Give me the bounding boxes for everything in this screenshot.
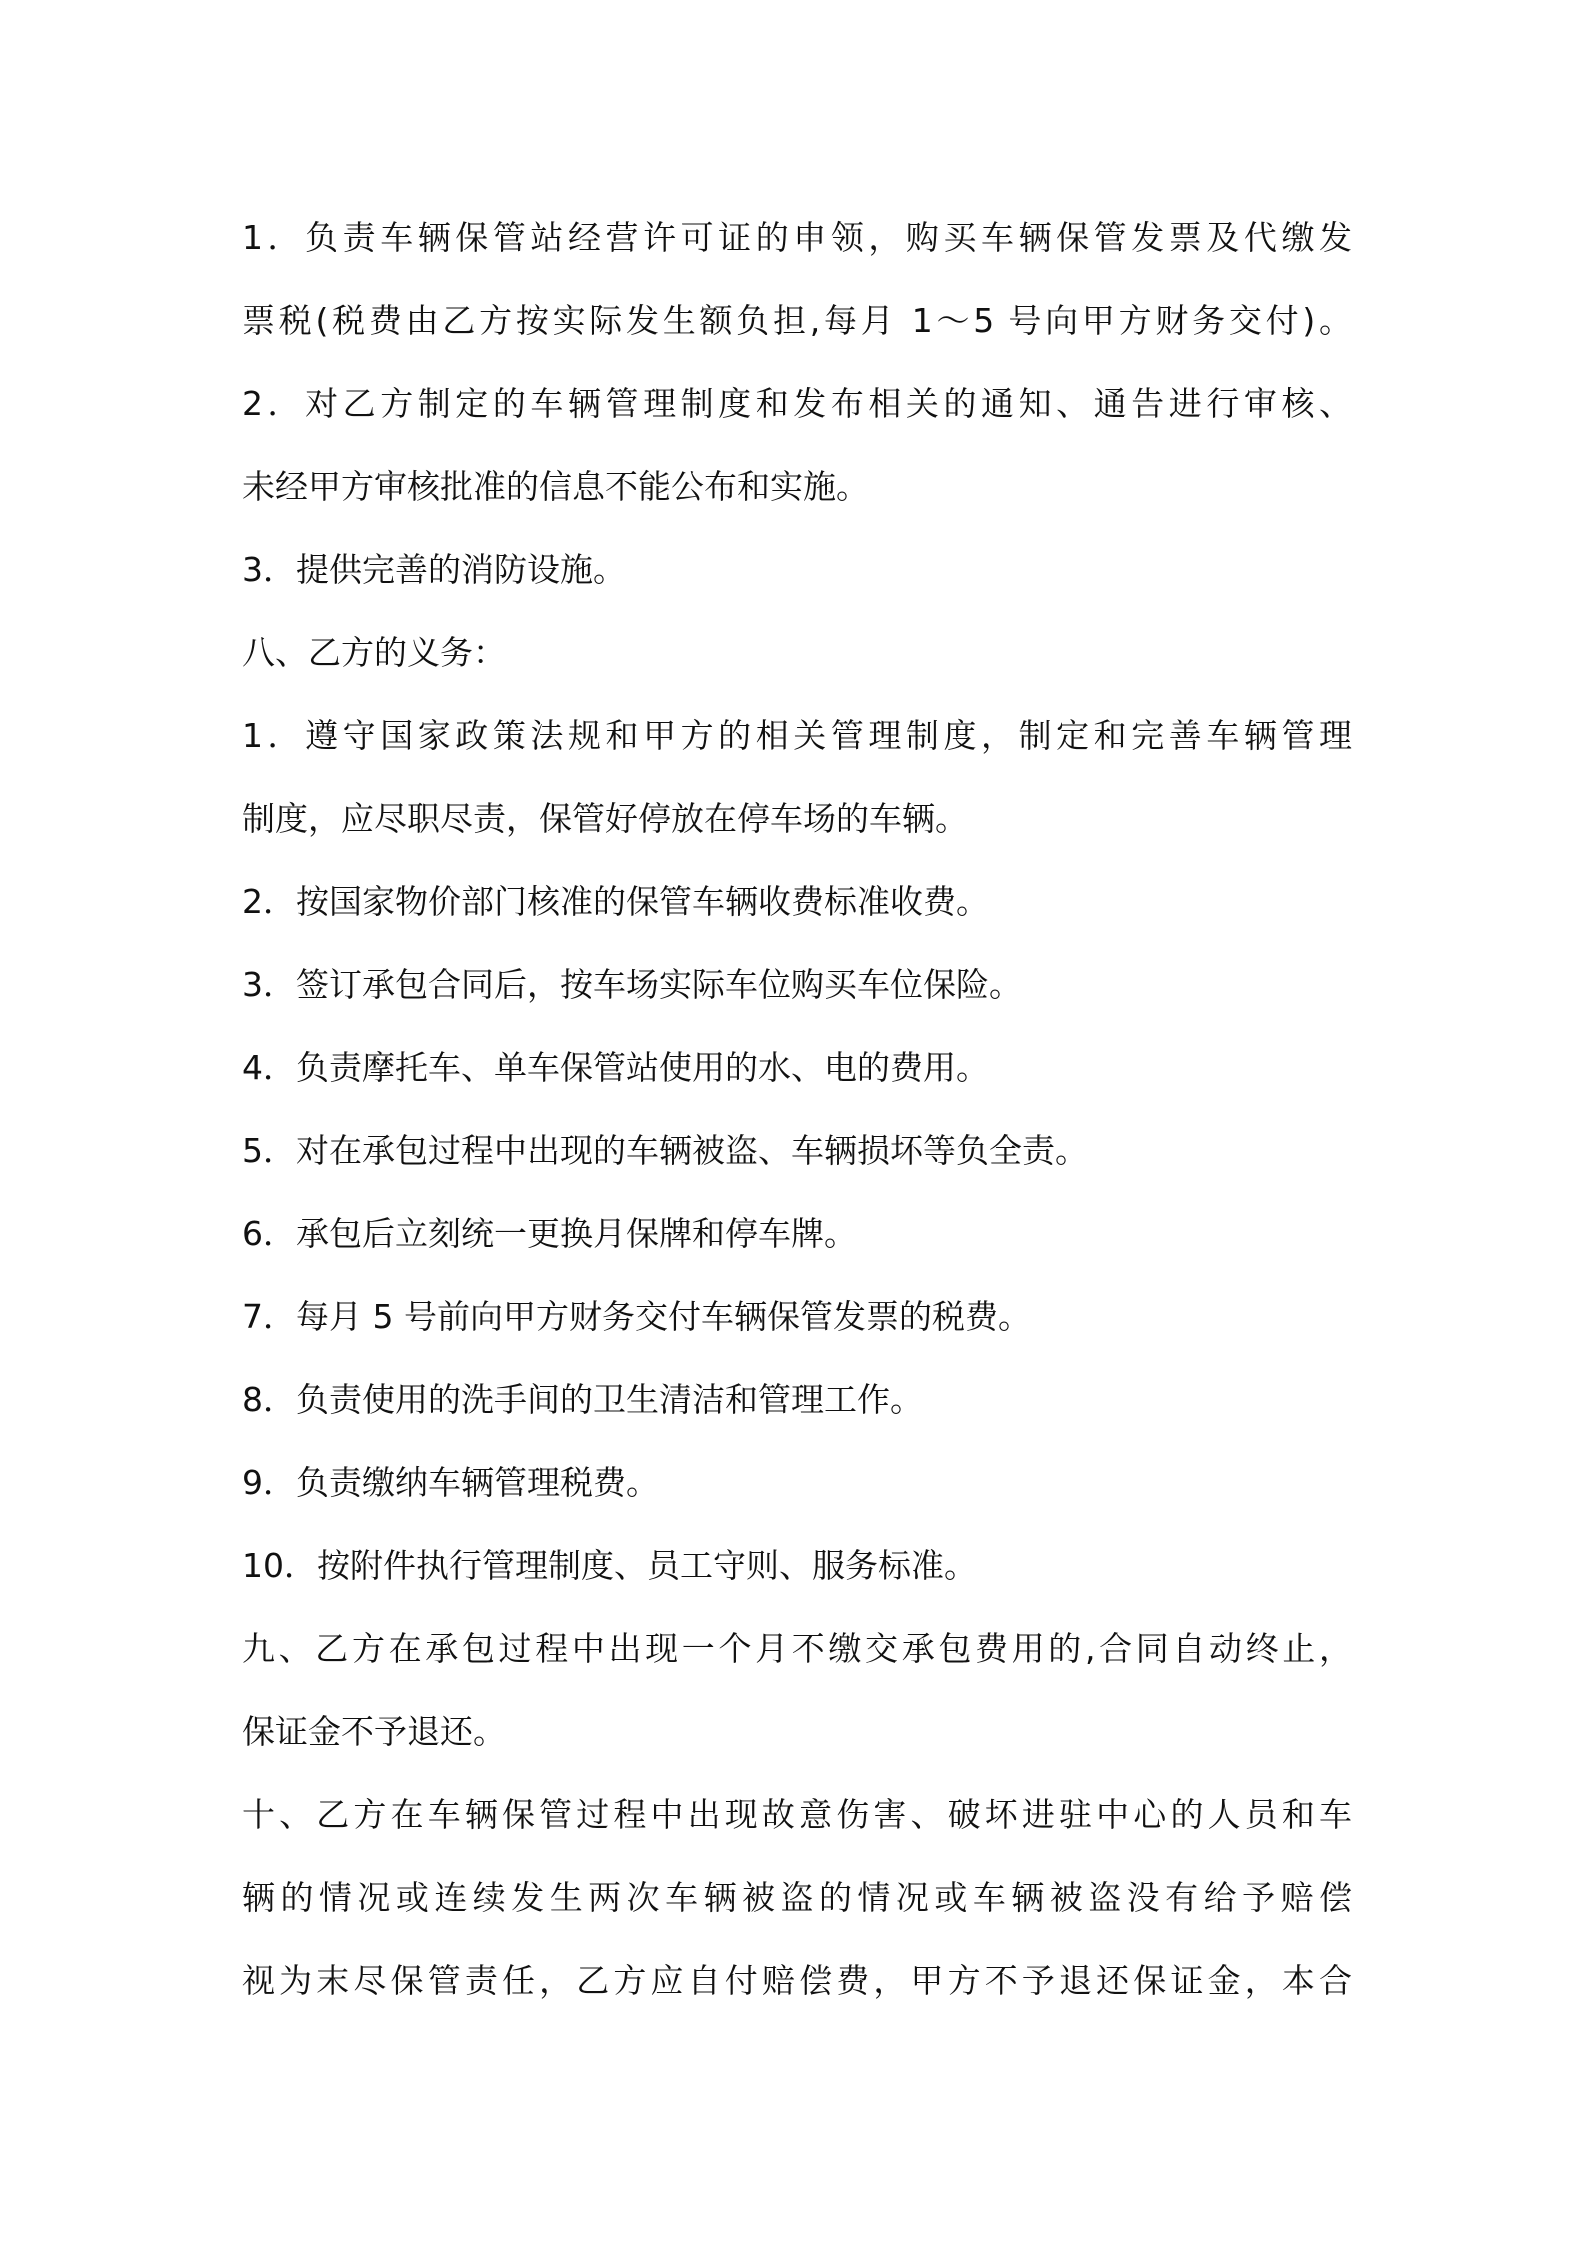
- text-line: 8．负责使用的洗手间的卫生清洁和管理工作。: [242, 1380, 923, 1419]
- text-line: 保证金不予退还。: [242, 1712, 506, 1751]
- text-line: 未经甲方审核批准的信息不能公布和实施。: [242, 467, 869, 506]
- text-line: 1．负责车辆保管站经营许可证的申领，购买车辆保管发票及代缴发: [242, 218, 1352, 257]
- text-line: 10．按附件执行管理制度、员工守则、服务标准。: [242, 1546, 977, 1585]
- document-body: [242, 196, 1352, 2022]
- text-line: 5．对在承包过程中出现的车辆被盗、车辆损坏等负全责。: [242, 1131, 1088, 1170]
- text-line: 6．承包后立刻统一更换月保牌和停车牌。: [242, 1214, 857, 1253]
- section-heading: 八、乙方的义务：: [242, 633, 506, 672]
- text-line: 9．负责缴纳车辆管理税费。: [242, 1463, 659, 1502]
- section-heading: 十、乙方在车辆保管过程中出现故意伤害、破坏进驻中心的人员和车: [242, 1795, 1352, 1834]
- text-line: 4．负责摩托车、单车保管站使用的水、电的费用。: [242, 1048, 989, 1087]
- text-line: 3．提供完善的消防设施。: [242, 550, 626, 589]
- section-heading: 九、乙方在承包过程中出现一个月不缴交承包费用的,合同自动终止，: [242, 1629, 1352, 1668]
- text-line: 票税(税费由乙方按实际发生额负担,每月 1～5 号向甲方财务交付)。: [242, 301, 1352, 340]
- text-line: 辆的情况或连续发生两次车辆被盗的情况或车辆被盗没有给予赔偿: [242, 1878, 1352, 1917]
- text-line: 3．签订承包合同后，按车场实际车位购买车位保险。: [242, 965, 1022, 1004]
- text-line: 视为末尽保管责任，乙方应自付赔偿费，甲方不予退还保证金，本合: [242, 1961, 1352, 2000]
- text-line: 7．每月 5 号前向甲方财务交付车辆保管发票的税费。: [242, 1297, 1031, 1336]
- text-line: 2．对乙方制定的车辆管理制度和发布相关的通知、通告进行审核、: [242, 384, 1352, 423]
- text-line: 1．遵守国家政策法规和甲方的相关管理制度，制定和完善车辆管理: [242, 716, 1352, 755]
- text-line: 制度，应尽职尽责，保管好停放在停车场的车辆。: [242, 799, 968, 838]
- text-line: 2．按国家物价部门核准的保管车辆收费标准收费。: [242, 882, 989, 921]
